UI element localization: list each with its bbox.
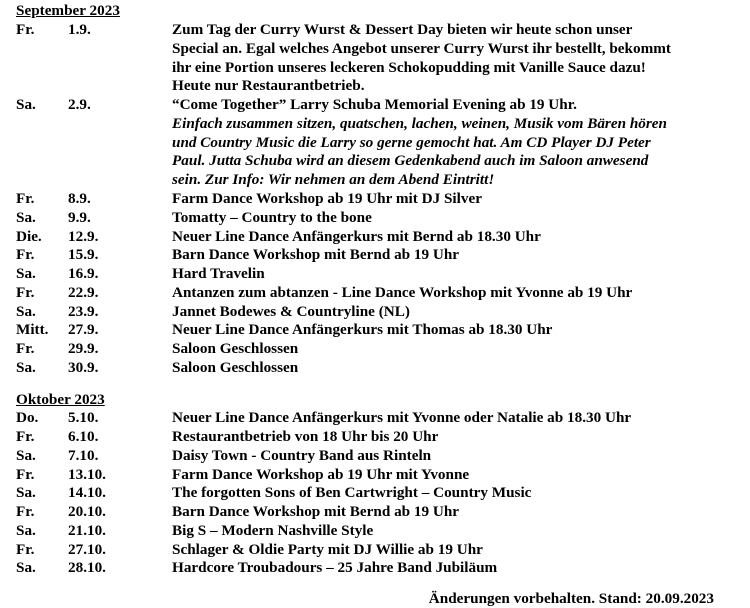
event-day: Fr. [16,428,35,445]
event-text-line: Special an. Egal welches Angebot unserer Curry Wurst ihr bestellt, bekommt [172,39,671,57]
event-date: 8.9. [68,190,91,207]
event-day: Sa. [16,265,36,282]
event-day: Die. [16,228,42,245]
event-date: 21.10. [68,522,106,539]
event-text: Antanzen zum abtanzen - Line Dance Workshop mit Yvonne ab 19 Uhr [172,284,633,301]
event-text-line: und Country Music die Larry so gerne gemocht hat. Am CD Player DJ Peter [172,133,651,151]
event-date: 15.9. [68,246,99,263]
sept-month-heading: September 2023 [16,2,120,19]
event-date: 7.10. [68,447,99,464]
event-text-line: “Come Together” Larry Schuba Memorial Evening ab 19 Uhr. [172,96,577,113]
event-text: Restaurantbetrieb von 18 Uhr bis 20 Uhr [172,428,439,445]
event-day: Sa. [16,209,36,226]
event-text: Jannet Bodewes & Countryline (NL) [172,303,410,320]
event-text-line: Zum Tag der Curry Wurst & Dessert Day bieten wir heute schon unser [172,21,633,38]
event-date: 16.9. [68,265,99,282]
event-text: Neuer Line Dance Anfängerkurs mit Yvonne oder Natalie ab 18.30 Uhr [172,409,632,426]
event-day: Sa. [16,522,36,539]
event-text: Barn Dance Workshop mit Bernd ab 19 Uhr [172,503,460,520]
event-day: Sa. [16,484,36,501]
event-day: Fr. [16,284,35,301]
event-text: Farm Dance Workshop ab 19 Uhr mit Yvonne [172,466,470,483]
event-text: Neuer Line Dance Anfängerkurs mit Bernd ab 18.30 Uhr [172,228,541,245]
event-text-line: Heute nur Restaurantbetrieb. [172,77,365,95]
event-text: Saloon Geschlossen [172,359,299,376]
event-text: Big S – Modern Nashville Style [172,522,374,539]
event-day: Do. [16,409,39,426]
event-date: 27.10. [68,541,106,558]
footer-note: Änderungen vorbehalten. Stand: 20.09.2023 [428,590,714,607]
event-text: Farm Dance Workshop ab 19 Uhr mit DJ Silver [172,190,482,207]
event-day: Sa. [16,303,36,320]
event-date: 12.9. [68,228,99,245]
event-date: 22.9. [68,284,99,301]
event-date: 13.10. [68,466,106,483]
event-day: Fr. [16,466,35,483]
event-day: Fr. [16,340,35,357]
event-text: Hardcore Troubadours – 25 Jahre Band Jubiläum [172,559,498,576]
event-text-line: sein. Zur Info: Wir nehmen an dem Abend Eintritt! [172,171,495,189]
event-date: 30.9. [68,359,99,376]
event-date: 23.9. [68,303,99,320]
event-date: 6.10. [68,428,99,445]
event-date: 5.10. [68,409,99,426]
event-date: 1.9. [68,21,91,38]
event-date: 27.9. [68,321,99,338]
event-date: 14.10. [68,484,106,501]
event-day: Sa. [16,447,36,464]
event-text-line: Einfach zusammen sitzen, quatschen, lachen, weinen, Musik vom Bären hören [172,114,667,132]
event-day: Sa. [16,559,36,576]
event-text [172,21,732,96]
event-text-line: Paul. Jutta Schuba wird an diesem Gedenkabend auch im Saloon anwesend [172,152,649,170]
event-day: Fr. [16,21,35,38]
event-text: Hard Travelin [172,265,265,282]
event-text: Barn Dance Workshop mit Bernd ab 19 Uhr [172,246,460,263]
event-text: Daisy Town - Country Band aus Rinteln [172,447,432,464]
event-date: 28.10. [68,559,106,576]
event-text: Schlager & Oldie Party mit DJ Willie ab 19 Uhr [172,541,483,558]
event-day: Sa. [16,359,36,376]
event-text: Saloon Geschlossen [172,340,299,357]
event-text: The forgotten Sons of Ben Cartwright – Country Music [172,484,532,501]
oct-month-heading: Oktober 2023 [16,391,105,408]
event-text: Tomatty – Country to the bone [172,209,372,226]
event-text: Neuer Line Dance Anfängerkurs mit Thomas ab 18.30 Uhr [172,321,553,338]
event-day: Sa. [16,96,36,113]
event-day: Fr. [16,541,35,558]
event-day: Fr. [16,246,35,263]
event-date: 9.9. [68,209,91,226]
event-date: 2.9. [68,96,91,113]
event-day: Fr. [16,503,35,520]
event-date: 20.10. [68,503,106,520]
event-date: 29.9. [68,340,99,357]
event-text [172,96,732,190]
event-text-line: ihr eine Portion unseres leckeren Schokopudding mit Vanille Sauce dazu! [172,58,646,76]
event-day: Mitt. [16,321,49,338]
event-day: Fr. [16,190,35,207]
